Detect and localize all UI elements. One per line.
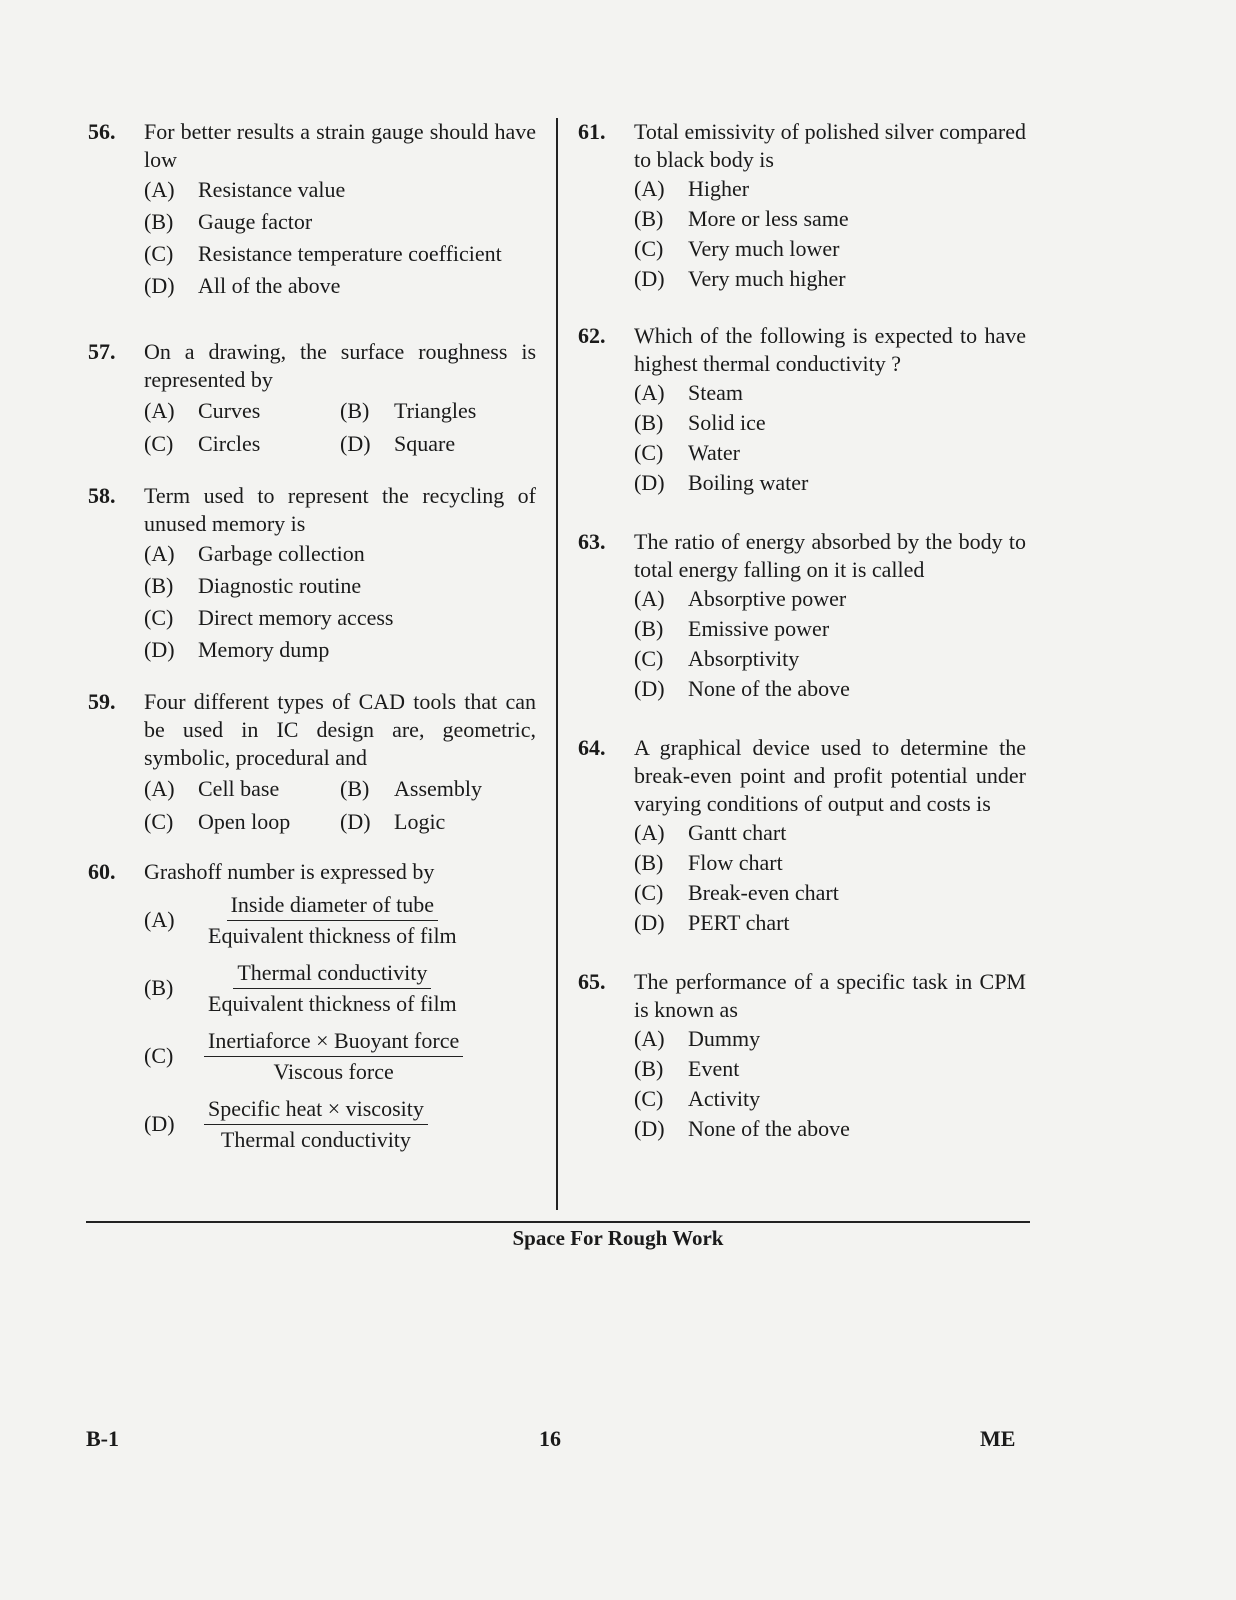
fraction: $\frac{\text{Inside diameter of tube}}{\text{Equivalent thickness of film}}$ bbox=[208, 891, 457, 948]
question-text: Which of the following is expected to have highest thermal conductivity ? bbox=[634, 323, 1026, 376]
question-text: Four different types of CAD tools that can be used in IC design are, geometric, symbolic, procedural and bbox=[144, 689, 536, 770]
question-61 bbox=[578, 118, 1026, 294]
option-c: (C) Absorptivity bbox=[634, 646, 800, 671]
question-text: The ratio of energy absorbed by the body to total energy falling on it is called bbox=[634, 529, 1026, 582]
option-b: (B) Assembly bbox=[340, 775, 482, 801]
option-d: (D) Boiling water bbox=[634, 470, 809, 495]
option-a: (A) Absorptive power bbox=[634, 586, 847, 611]
question-number: 65. bbox=[578, 969, 606, 994]
option-b: (B) Flow chart bbox=[634, 850, 783, 875]
question-number: 56. bbox=[88, 119, 116, 144]
option-a: (A) Cell base bbox=[144, 775, 280, 801]
option-b: (B) Emissive power bbox=[634, 616, 830, 641]
rough-work-heading: Space For Rough Work bbox=[512, 1226, 724, 1250]
option-d: (D) PERT chart bbox=[634, 910, 790, 935]
question-number: 60. bbox=[88, 859, 116, 884]
option-row bbox=[144, 772, 536, 805]
option-c: (C) Break-even chart bbox=[634, 880, 839, 905]
option-c: (C) Activity bbox=[634, 1086, 761, 1111]
right-column bbox=[578, 110, 1026, 1144]
option-a: (A) Curves bbox=[144, 397, 261, 423]
option-d: (D) Square bbox=[340, 430, 456, 456]
option-a: (A) $\frac{\text{Inside diameter of tube}}{\text{Equivalent thickness of film}}$ bbox=[144, 886, 536, 954]
question-57 bbox=[88, 338, 536, 460]
option-row bbox=[144, 394, 536, 427]
option-d: (D) All of the above bbox=[144, 273, 341, 298]
option-d: (D) None of the above bbox=[634, 1116, 850, 1141]
option-b: (B) Diagnostic routine bbox=[144, 573, 362, 598]
question-63 bbox=[578, 528, 1026, 704]
question-text: For better results a strain gauge should have low bbox=[144, 119, 536, 172]
option-c: (C) Very much lower bbox=[634, 236, 840, 261]
booklet-code: B-1 bbox=[86, 1426, 119, 1451]
option-d: (D) Very much higher bbox=[634, 266, 846, 291]
subject-code: ME bbox=[980, 1426, 1016, 1451]
option-b: (B) Solid ice bbox=[634, 410, 766, 435]
option-a: (A) Gantt chart bbox=[634, 820, 787, 845]
option-a: (A) Garbage collection bbox=[144, 541, 365, 566]
option-c: (C) $\frac{\text{Inertiaforce × Buoyant force}}{\text{Viscous force}}$ bbox=[144, 1022, 536, 1090]
question-number: 64. bbox=[578, 735, 606, 760]
question-text: Total emissivity of polished silver compared to black body is bbox=[634, 119, 1026, 172]
option-c: (C) Water bbox=[634, 440, 740, 465]
option-a: (A) Higher bbox=[634, 176, 750, 201]
question-number: 59. bbox=[88, 689, 116, 714]
option-c: (C) Circles bbox=[144, 430, 261, 456]
fraction: $\frac{\text{Specific heat × viscosity}}{\text{Thermal conductivity}}$ bbox=[204, 1094, 428, 1155]
question-60 bbox=[88, 858, 536, 1158]
question-text: A graphical device used to determine the break-even point and profit potential under varying conditions of output and costs is bbox=[634, 735, 1026, 816]
option-d: (D) None of the above bbox=[634, 676, 850, 701]
question-58 bbox=[88, 482, 536, 666]
question-64 bbox=[578, 734, 1026, 938]
question-number: 57. bbox=[88, 339, 116, 364]
option-c: (C) Open loop bbox=[144, 808, 291, 834]
question-text: Grashoff number is expressed by bbox=[144, 859, 435, 884]
fraction: $\frac{\text{Inertiaforce × Buoyant force}}{\text{Viscous force}}$ bbox=[204, 1026, 463, 1087]
question-number: 63. bbox=[578, 529, 606, 554]
option-b: (B) More or less same bbox=[634, 206, 849, 231]
page-number: 16 bbox=[539, 1426, 561, 1451]
option-b: (B) $\frac{\text{Thermal conductivity}}{\text{Equivalent thickness of film}}$ bbox=[144, 954, 536, 1022]
option-c: (C) Direct memory access bbox=[144, 605, 394, 630]
option-d: (D) Memory dump bbox=[144, 637, 330, 662]
option-b: (B) Gauge factor bbox=[144, 209, 313, 234]
question-65 bbox=[578, 968, 1026, 1144]
option-d: (D) $\frac{\text{Specific heat × viscosity}}{\text{Thermal conductivity}}$ bbox=[144, 1090, 536, 1158]
column-divider bbox=[556, 118, 558, 1210]
question-text: The performance of a specific task in CPM is known as bbox=[634, 969, 1026, 1022]
option-a: (A) Resistance value bbox=[144, 177, 346, 202]
question-text: Term used to represent the recycling of unused memory is bbox=[144, 483, 536, 536]
question-56 bbox=[88, 118, 536, 302]
option-a: (A) Dummy bbox=[634, 1026, 761, 1051]
horizontal-rule bbox=[86, 1221, 1030, 1223]
question-62 bbox=[578, 322, 1026, 498]
option-b: (B) Event bbox=[634, 1056, 740, 1081]
question-number: 58. bbox=[88, 483, 116, 508]
fraction: $\frac{\text{Thermal conductivity}}{\text{Equivalent thickness of film}}$ bbox=[208, 959, 457, 1016]
option-row bbox=[144, 805, 536, 838]
option-row bbox=[144, 427, 536, 460]
question-59 bbox=[88, 688, 536, 838]
question-number: 61. bbox=[578, 119, 606, 144]
question-number: 62. bbox=[578, 323, 606, 348]
option-d: (D) Logic bbox=[340, 808, 446, 834]
left-column bbox=[88, 110, 536, 1158]
question-text: On a drawing, the surface roughness is represented by bbox=[144, 339, 536, 392]
option-a: (A) Steam bbox=[634, 380, 743, 405]
option-c: (C) Resistance temperature coefficient bbox=[144, 241, 502, 266]
option-b: (B) Triangles bbox=[340, 397, 477, 423]
